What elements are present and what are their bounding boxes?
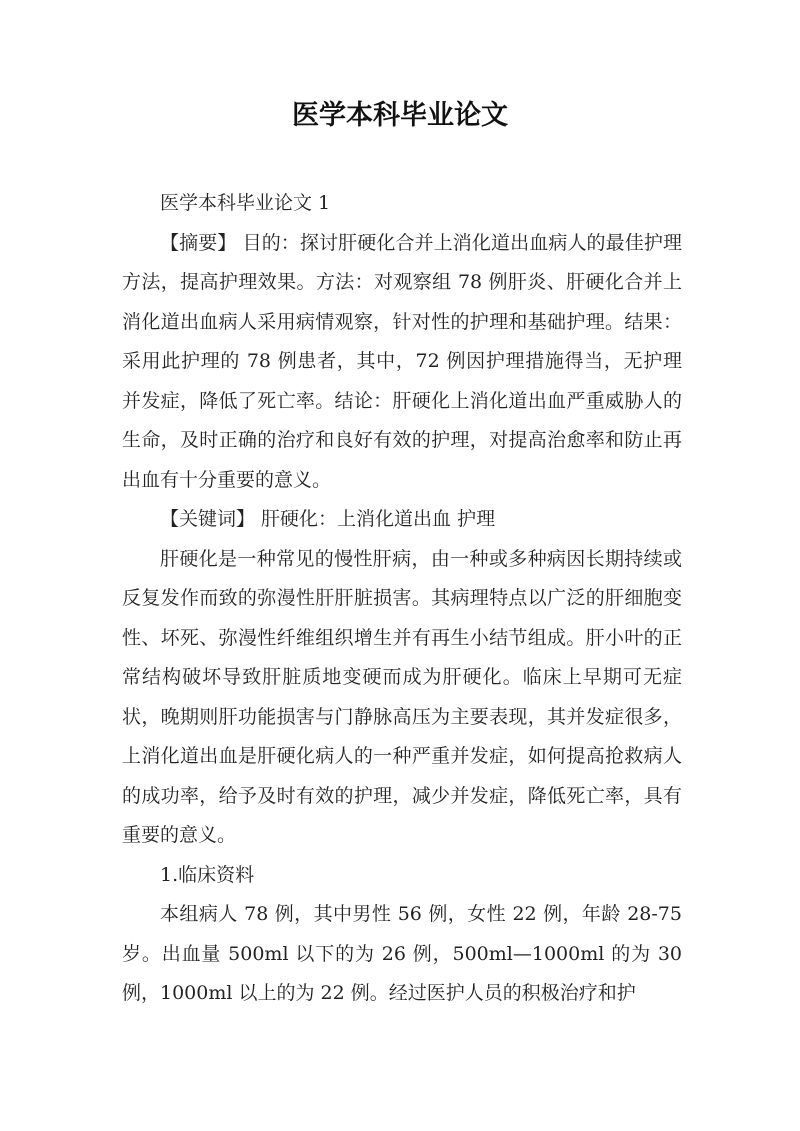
document-title: 医学本科毕业论文 bbox=[292, 100, 508, 131]
section-heading: 医学本科毕业论文 1 bbox=[160, 192, 331, 214]
abstract-paragraph: 【摘要】 目的：探讨肝硬化合并上消化道出血病人的最佳护理方法，提高护理效果。方法：对观察组 78 例肝炎、肝硬化合并上消化道出血病人采用病情观察，针对性的护理和基础护理。结果：采用此护理的 78 例患者，其中，72 例因护理措施得当，无护理并发症，降低了死亡率。结论：肝硬化上消化道出血严重威胁人的生命，及时正确的治疗和良好有效的护理，对提高治愈率和防止再出血有十分重要的意义。 bbox=[122, 231, 682, 491]
clinical-data-paragraph: 本组病人 78 例，其中男性 56 例，女性 22 例，年龄 28-75 岁。出血量 500ml 以下的为 26 例，500ml—1000ml 的为 30 例，1000ml 以上的为 22 例。经过医护人员的积极治疗和护 bbox=[122, 903, 682, 1004]
keywords-paragraph: 【关键词】 肝硬化：上消化道出血 护理 bbox=[160, 508, 496, 530]
intro-paragraph: 肝硬化是一种常见的慢性肝病，由一种或多种病因长期持续或反复发作而致的弥漫性肝肝脏损害。其病理特点以广泛的肝细胞变性、坏死、弥漫性纤维组织增生并有再生小结节组成。肝小叶的正常结构破坏导致肝脏质地变硬而成为肝硬化。临床上早期可无症状，晚期则肝功能损害与门静脉高压为主要表现，其并发症很多，上消化道出血是肝硬化病人的一种严重并发症，如何提高抢救病人的成功率，给予及时有效的护理，减少并发症，降低死亡率，具有重要的意义。 bbox=[122, 547, 682, 846]
clinical-data-heading: 1.临床资料 bbox=[160, 863, 255, 886]
document-body bbox=[122, 184, 682, 1014]
